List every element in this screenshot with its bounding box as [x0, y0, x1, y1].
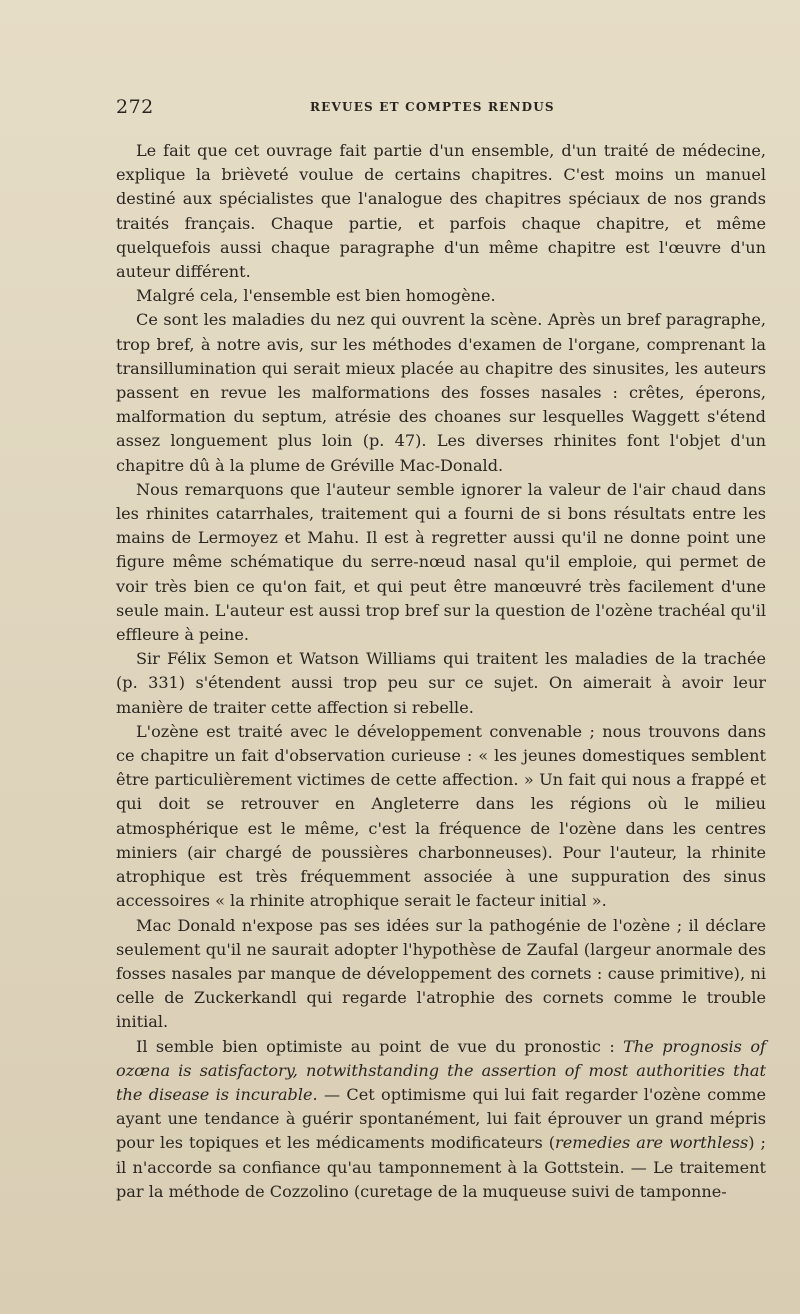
paragraph — [116, 308, 766, 477]
text-run: Nous remarquons que l'auteur semble ignorer la valeur de l'air chaud dans les rhinites catarrhales, traitement qui a fourni de si bons résultats entre les mains de Lermoyez et Mahu. Il est à regretter aussi qu'il ne donne point une figure même schématique du serre-nœud nasal qu'il emploie, qui permet de voir très bien ce qu'on fait, et qui peut être manœuvré très facilement d'une seule main. L'auteur est aussi trop bref sur la question de l'ozène trachéal qu'il effleure à peine. — [116, 479, 766, 645]
running-head: REVUES ET COMPTES RENDUS — [310, 100, 555, 114]
page-header — [116, 96, 766, 120]
text-run: ) ; il n'accorde sa confiance qu'au tamponnement à la Gottstein. — Le traitement par la méthode de Cozzolino (curetage de la muqueuse suivi de tamponne- — [116, 1133, 766, 1201]
paragraph — [116, 914, 766, 1035]
text-run: Le fait que cet ouvrage fait partie d'un ensemble, d'un traité de médecine, explique la brièveté voulue de certains chapitres. C'est moins un manuel destiné aux spécialistes que l'analogue des chapitres spéciaux de nos grands traités français. Chaque partie, et parfois chaque chapitre, et même quelquefois aussi chaque paragraphe d'un même chapitre est l'œuvre d'un auteur différent. — [116, 141, 766, 282]
text-run: Ce sont les maladies du nez qui ouvrent la scène. Après un bref paragraphe, trop bref, à notre avis, sur les méthodes d'examen de l'organe, comprenant la transillumination qui serait mieux placée au chapitre des sinusites, les auteurs passent en revue les malformations des fosses nasales : crêtes, éperons, malformation du septum, atrésie des choanes sur lesquelles Waggett s'étend assez longuement plus loin (p. 47). Les diverses rhinites font l'objet d'un chapitre dû à la plume de Gréville Mac-Donald. — [116, 310, 766, 475]
paragraph — [116, 647, 766, 720]
paragraph — [116, 1035, 766, 1204]
text-run: Il semble bien optimiste au point de vue du pronostic : — [136, 1036, 624, 1056]
text-run: Sir Félix Semon et Watson Williams qui traitent les maladies de la trachée (p. 331) s'étendent aussi trop peu sur ce sujet. On aimerait à avoir leur manière de traiter cette affection si rebelle. — [116, 649, 766, 717]
paragraph — [116, 720, 766, 914]
text-run: Mac Donald n'expose pas ses idées sur la pathogénie de l'ozène ; il déclare seulement qu'il ne saurait adopter l'hypothèse de Zaufal (largeur anormale des fosses nasales par manque de développement des cornets : cause primitive), ni celle de Zuckerkandl qui regarde l'atrophie des cornets comme le trouble initial. — [116, 915, 766, 1032]
text-run: — Cet optimisme qui lui fait regarder l'ozène comme ayant une tendance à guérir spontanément, lui fait éprouver un grand mépris pour les topiques et les médicaments modificateurs ( — [116, 1084, 766, 1153]
paragraph — [116, 284, 766, 308]
body-text — [116, 139, 766, 1204]
page-number: 272 — [116, 96, 154, 118]
italic-text: remedies are worthless — [555, 1133, 749, 1153]
paragraph — [116, 139, 766, 284]
italic-text: The prognosis of ozœna is satisfactory, notwithstanding the assertion of most authorities that the disease is incurable. — [116, 1036, 766, 1104]
text-run: Malgré cela, l'ensemble est bien homogène. — [136, 286, 496, 306]
text-run: L'ozène est traité avec le développement convenable ; nous trouvons dans ce chapitre un fait d'observation curieuse : « les jeunes domestiques semblent être particulièrement victimes de cette affection. » Un fait qui nous a frappé et qui doit se retrouver en Angleterre dans les régions où le milieu atmosphérique est le même, c'est la fréquence de l'ozène dans les centres miniers (air chargé de poussières charbonneuses). Pour l'auteur, la rhinite atrophique est très fréquemment associée à une suppuration des sinus accessoires « la rhinite atrophique serait le facteur initial ». — [116, 721, 766, 911]
paragraph — [116, 478, 766, 647]
